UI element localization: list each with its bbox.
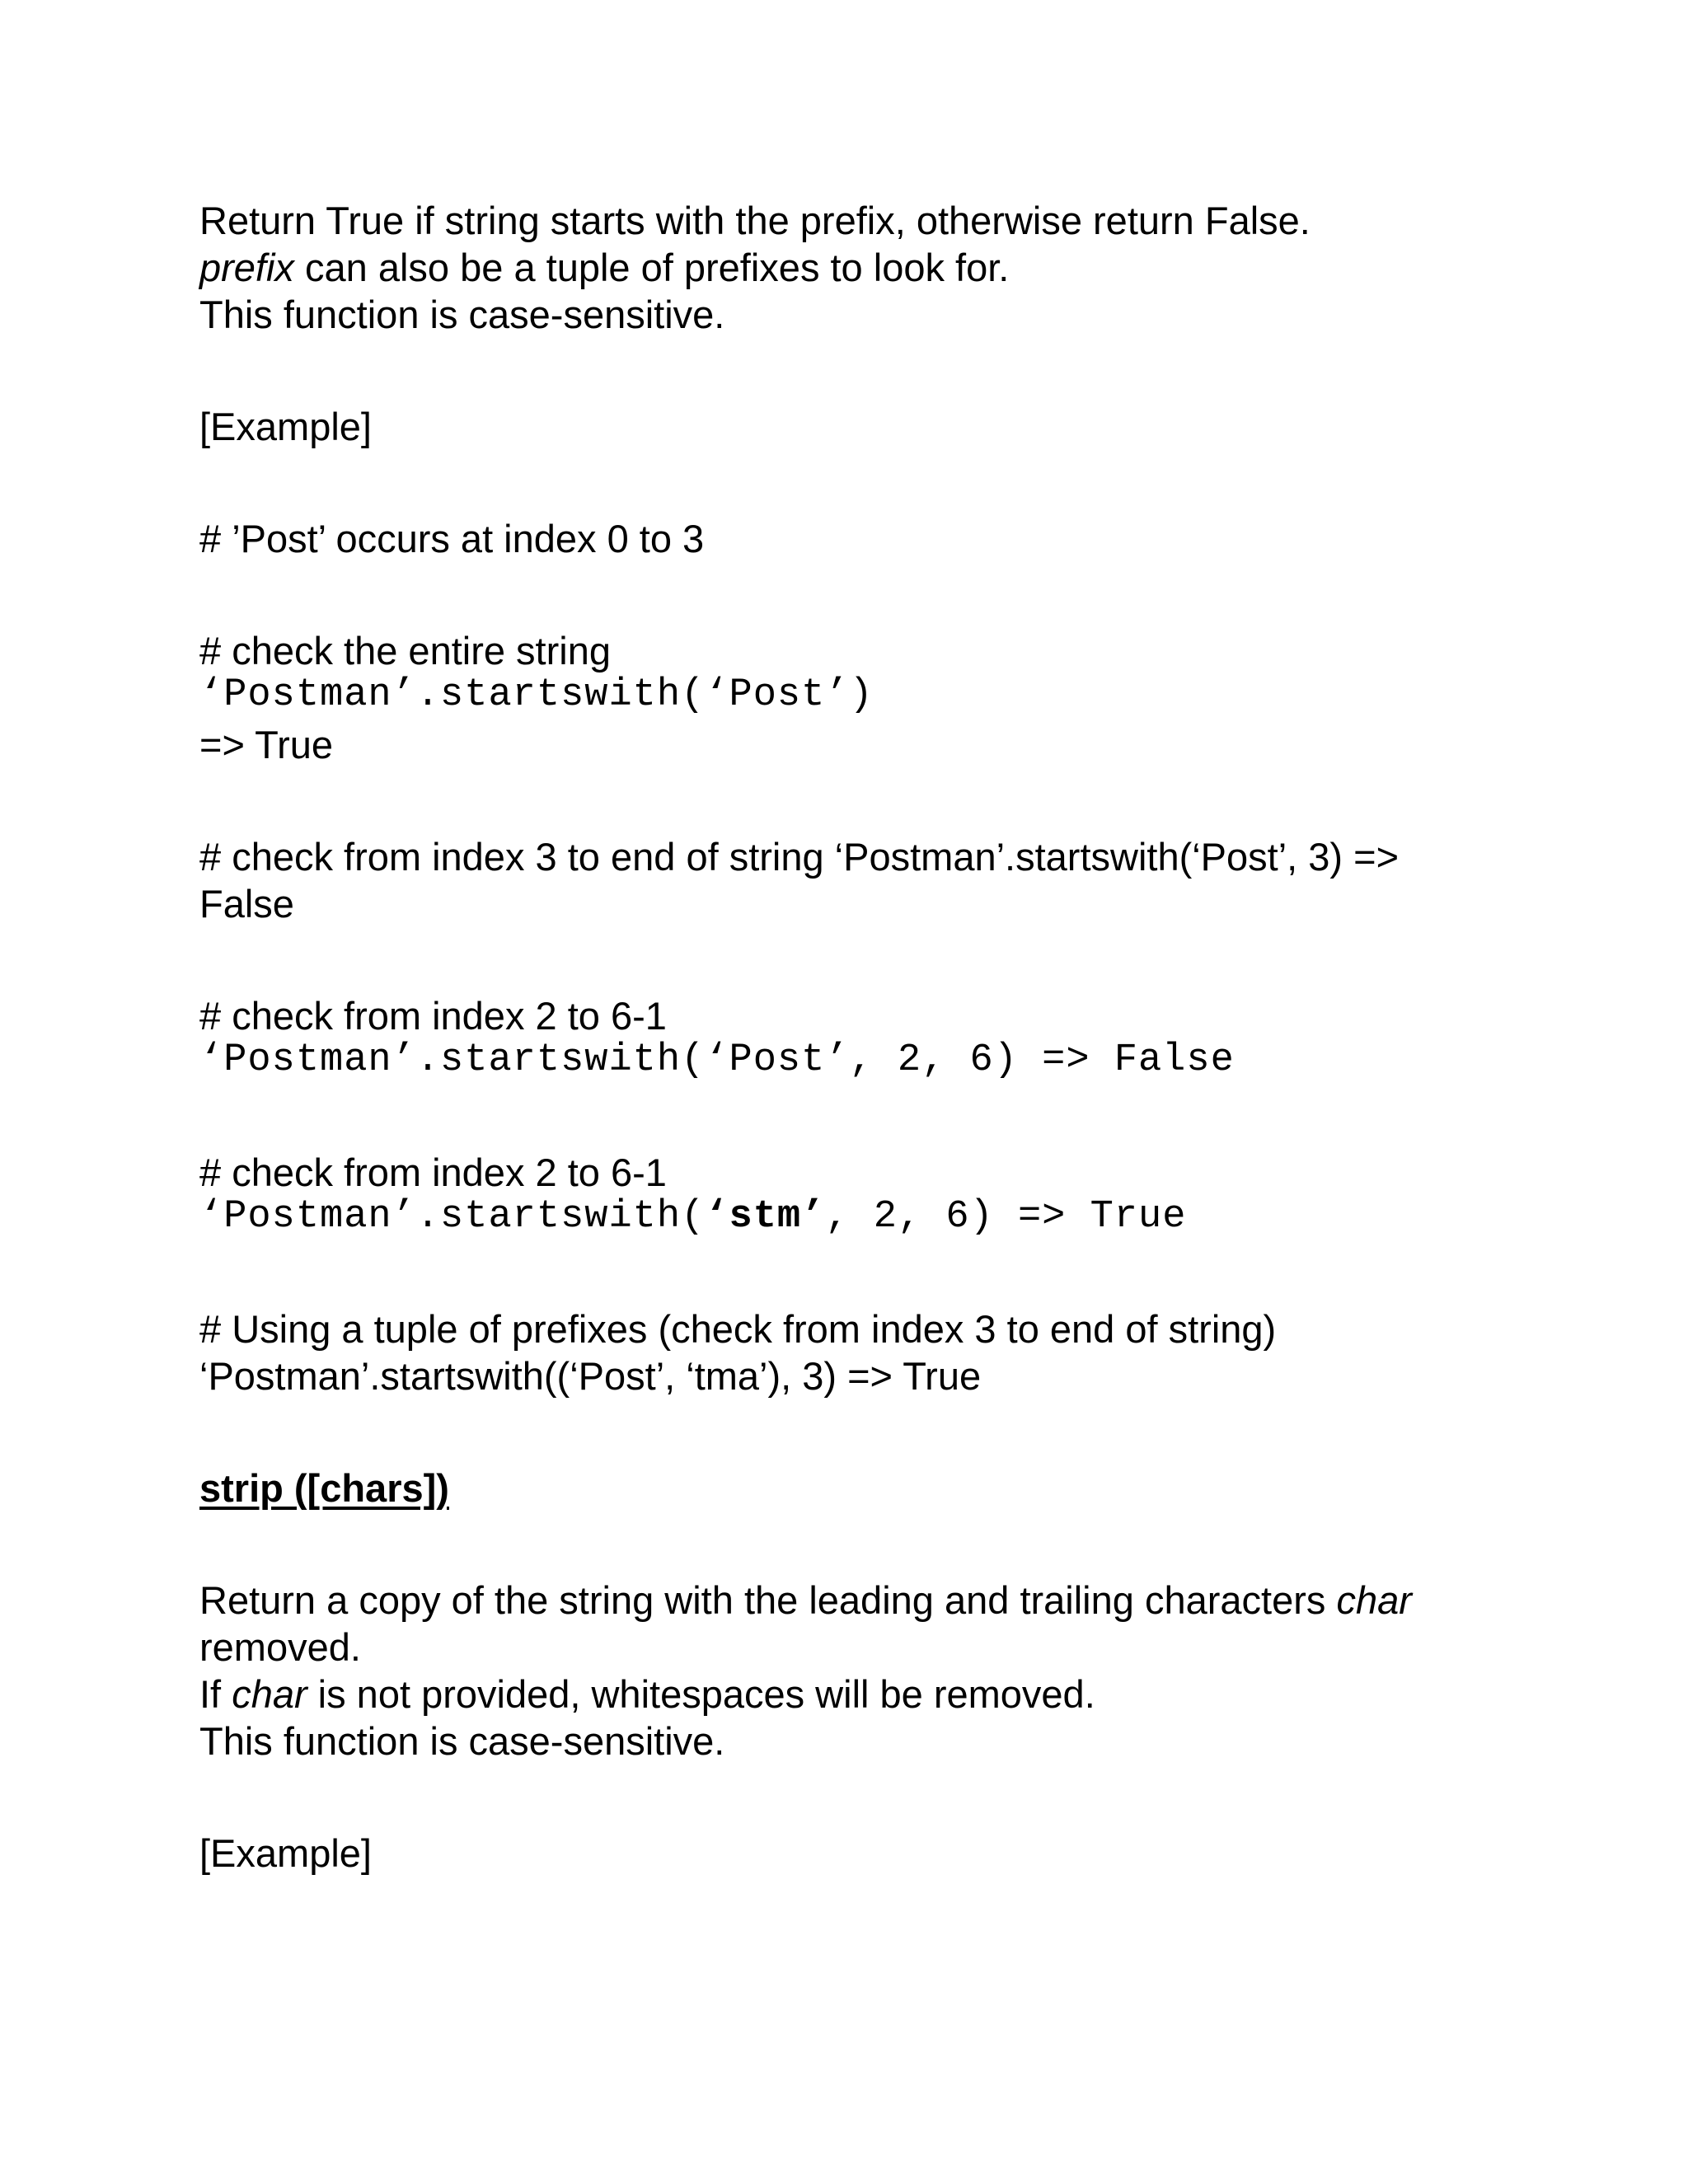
strip-description-line-3 bbox=[199, 1671, 1095, 1718]
char-term: char bbox=[1336, 1578, 1412, 1622]
example-4-code-post: , 2, 6) => True bbox=[825, 1195, 1187, 1239]
strip-description-line-1 bbox=[199, 1577, 1412, 1624]
startswith-description-line-1: Return True if string starts with the prefix, otherwise return False. bbox=[199, 199, 1311, 242]
example-4-comment: # check from index 2 to 6-1 bbox=[199, 1151, 667, 1194]
startswith-description-line-2 bbox=[199, 244, 1009, 292]
strip-description-line-1-text: Return a copy of the string with the leading and trailing characters bbox=[199, 1578, 1337, 1622]
example-4-code-pre: ‘Postman’.startswith( bbox=[199, 1195, 706, 1239]
example-2-line-1: # check from index 3 to end of string ‘Postman’.startswith(‘Post’, 3) => bbox=[199, 835, 1400, 879]
char-term-2: char bbox=[232, 1672, 307, 1716]
strip-description-line-3-post: is not provided, whitespaces will be removed. bbox=[307, 1672, 1095, 1716]
example-label: [Example] bbox=[199, 405, 372, 448]
comment-post-index: # ’Post’ occurs at index 0 to 3 bbox=[199, 517, 705, 560]
startswith-case-note: This function is case-sensitive. bbox=[199, 293, 725, 336]
example-2-line-2: False bbox=[199, 882, 294, 926]
example-4-code bbox=[199, 1193, 1186, 1241]
document-page bbox=[199, 0, 1485, 2184]
example-5-comment: # Using a tuple of prefixes (check from index 3 to end of string) bbox=[199, 1307, 1277, 1351]
example-5-code: ‘Postman’.startswith((‘Post’, ‘tma’), 3) => True bbox=[199, 1354, 982, 1398]
example-1-code: ‘Postman’.startswith(‘Post’) bbox=[199, 673, 874, 717]
prefix-description: can also be a tuple of prefixes to look for. bbox=[293, 246, 1010, 289]
strip-description-line-3-pre: If bbox=[199, 1672, 232, 1716]
example-3-comment: # check from index 2 to 6-1 bbox=[199, 994, 667, 1038]
strip-heading: strip ([chars]) bbox=[199, 1466, 449, 1510]
example-3-code: ‘Postman’.startswith(‘Post’, 2, 6) => False bbox=[199, 1038, 1235, 1082]
example-4-code-bold: ‘stm’ bbox=[705, 1195, 826, 1239]
strip-example-label: [Example] bbox=[199, 1831, 372, 1875]
strip-description-line-2: removed. bbox=[199, 1625, 361, 1669]
strip-case-note: This function is case-sensitive. bbox=[199, 1719, 725, 1763]
example-1-comment: # check the entire string bbox=[199, 629, 611, 673]
example-1-result: => True bbox=[199, 723, 333, 766]
prefix-term: prefix bbox=[199, 246, 294, 289]
